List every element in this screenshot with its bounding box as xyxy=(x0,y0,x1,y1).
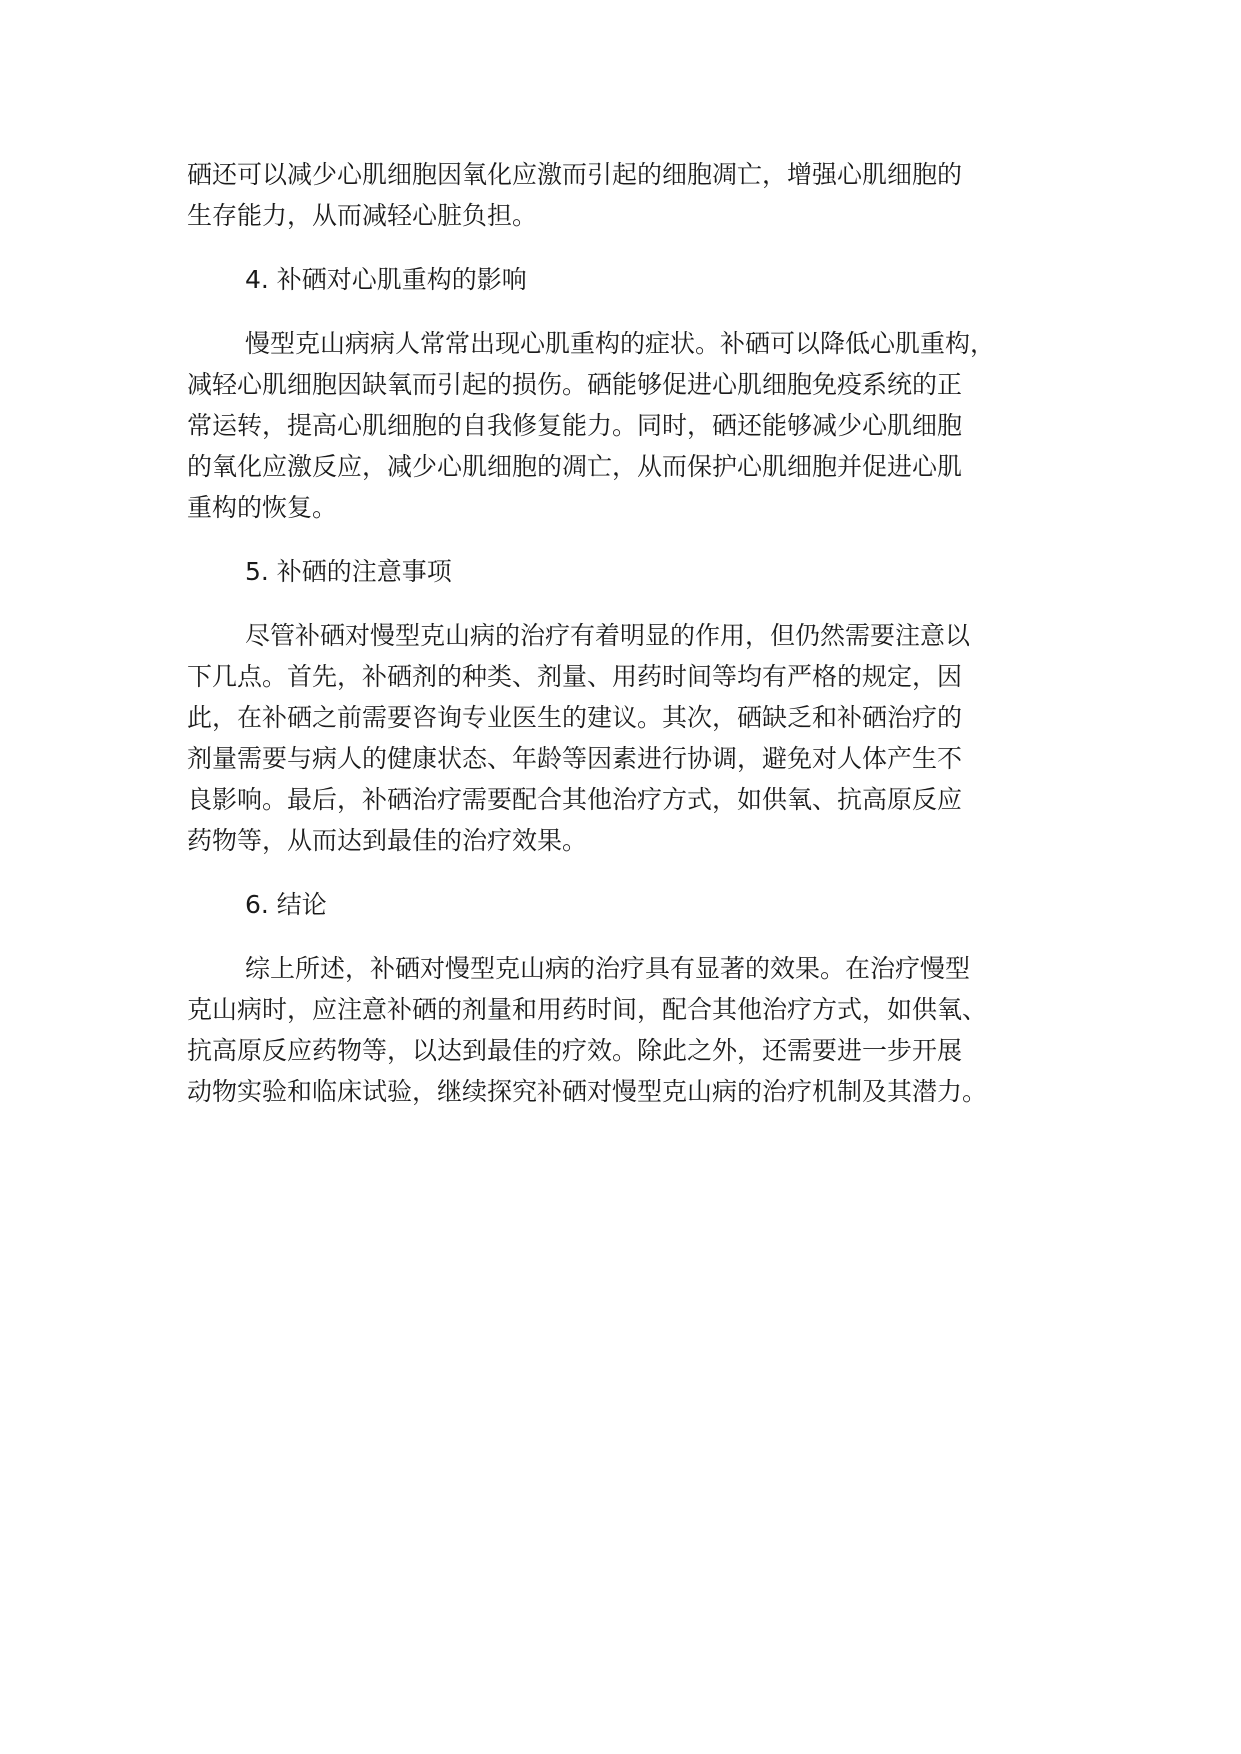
paragraph-line: 良影响。最后，补硒治疗需要配合其他治疗方式，如供氧、抗高原反应 xyxy=(187,785,963,814)
paragraph-myocardial-remodeling xyxy=(187,323,1087,528)
document-body xyxy=(187,154,1087,1112)
paragraph-line: 重构的恢复。 xyxy=(187,493,338,522)
paragraph-line: 慢型克山病病人常常出现心肌重构的症状。补硒可以降低心肌重构， xyxy=(245,329,996,358)
paragraph-line: 综上所述，补硒对慢型克山病的治疗具有显著的效果。在治疗慢型 xyxy=(245,954,971,983)
paragraph-spacing xyxy=(187,861,1087,884)
paragraph-line: 下几点。首先，补硒剂的种类、剂量、用药时间等均有严格的规定，因 xyxy=(187,662,963,691)
paragraph-line: 减轻心肌细胞因缺氧而引起的损伤。硒能够促进心肌细胞免疫系统的正 xyxy=(187,370,963,399)
paragraph-selenium-apoptosis xyxy=(187,154,1087,236)
section-heading-4 xyxy=(187,259,1087,300)
paragraph-spacing xyxy=(187,236,1087,259)
section-heading-5 xyxy=(187,551,1087,592)
paragraph-spacing xyxy=(187,528,1087,551)
paragraph-spacing xyxy=(187,300,1087,323)
heading-text: 6. 结论 xyxy=(245,890,327,919)
heading-text: 4. 补硒对心肌重构的影响 xyxy=(245,265,527,294)
paragraph-line: 剂量需要与病人的健康状态、年龄等因素进行协调，避免对人体产生不 xyxy=(187,744,963,773)
paragraph-line: 硒还可以减少心肌细胞因氧化应激而引起的细胞凋亡，增强心肌细胞的 xyxy=(187,160,963,189)
paragraph-precautions xyxy=(187,615,1087,861)
paragraph-spacing xyxy=(187,592,1087,615)
paragraph-line: 动物实验和临床试验，继续探究补硒对慢型克山病的治疗机制及其潜力。 xyxy=(187,1077,988,1106)
paragraph-line: 药物等，从而达到最佳的治疗效果。 xyxy=(187,826,588,855)
paragraph-line: 克山病时，应注意补硒的剂量和用药时间，配合其他治疗方式，如供氧、 xyxy=(187,995,988,1024)
paragraph-line: 的氧化应激反应，减少心肌细胞的凋亡，从而保护心肌细胞并促进心肌 xyxy=(187,452,963,481)
section-heading-6 xyxy=(187,884,1087,925)
paragraph-line: 生存能力，从而减轻心脏负担。 xyxy=(187,201,538,230)
heading-text: 5. 补硒的注意事项 xyxy=(245,557,452,586)
paragraph-conclusion xyxy=(187,948,1087,1112)
paragraph-line: 常运转，提高心肌细胞的自我修复能力。同时，硒还能够减少心肌细胞 xyxy=(187,411,963,440)
paragraph-line: 此，在补硒之前需要咨询专业医生的建议。其次，硒缺乏和补硒治疗的 xyxy=(187,703,963,732)
paragraph-line: 尽管补硒对慢型克山病的治疗有着明显的作用，但仍然需要注意以 xyxy=(245,621,971,650)
paragraph-spacing xyxy=(187,925,1087,948)
paragraph-line: 抗高原反应药物等，以达到最佳的疗效。除此之外，还需要进一步开展 xyxy=(187,1036,963,1065)
